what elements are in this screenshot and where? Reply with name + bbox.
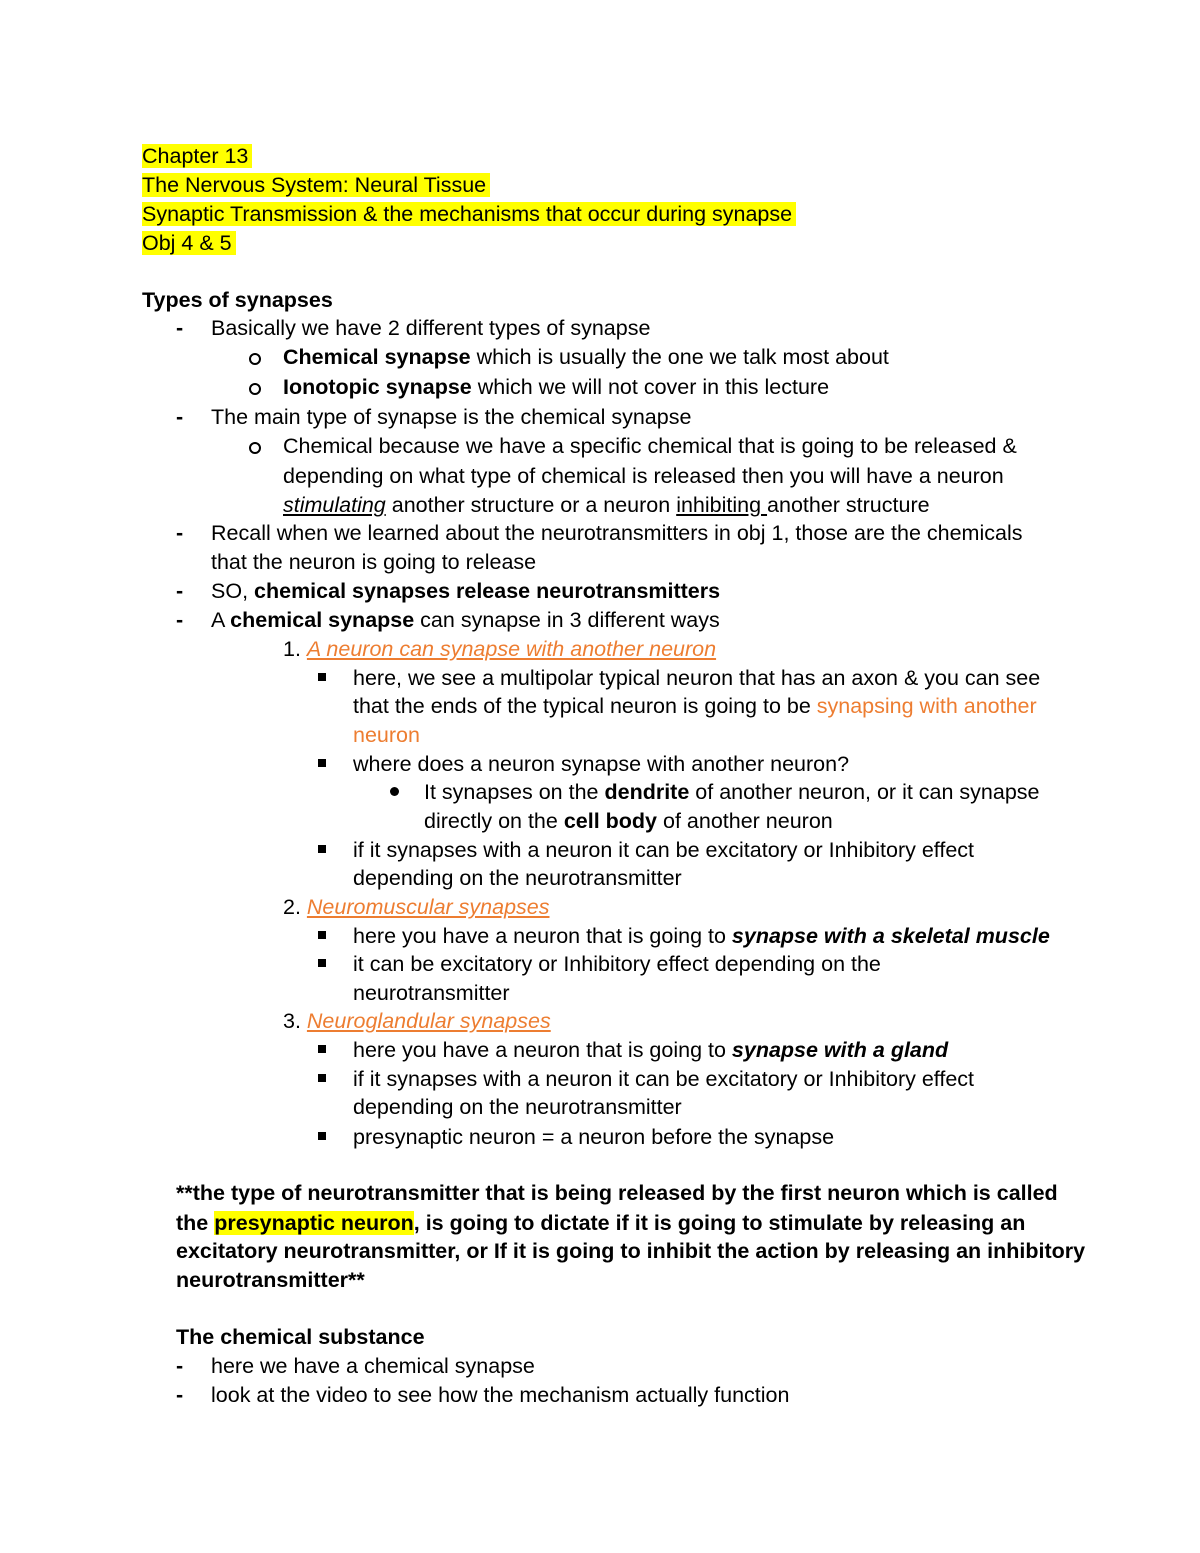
list-item-continued: neurotransmitter <box>353 981 510 1005</box>
list-item: where does a neuron synapse with another neuron? <box>353 752 850 776</box>
chapter-label: Chapter 13 <box>142 142 252 171</box>
list-item: The main type of synapse is the chemical synapse <box>211 405 692 429</box>
list-item: Ionotopic synapse which we will not cover in this lecture <box>283 375 830 399</box>
list-item: Recall when we learned about the neurotransmitters in obj 1, those are the chemicals <box>211 521 1023 545</box>
chapter-subtitle: Synaptic Transmission & the mechanisms that occur during synapse <box>142 200 796 229</box>
note-paragraph-line: **the type of neurotransmitter that is being released by the first neuron which is called <box>176 1181 1058 1205</box>
objective-label: Obj 4 & 5 <box>142 229 236 258</box>
list-item: here you have a neuron that is going to synapse with a gland <box>353 1038 949 1062</box>
square-bullet-icon <box>318 1036 328 1065</box>
dash-bullet: - <box>176 405 184 429</box>
square-bullet-icon <box>318 922 328 951</box>
list-item: Chemical synapse which is usually the one we talk most about <box>283 345 889 369</box>
circle-bullet-icon <box>249 373 261 402</box>
list-item: it can be excitatory or Inhibitory effect depending on the <box>353 952 881 976</box>
note-paragraph-line: neurotransmitter** <box>176 1268 365 1292</box>
list-item: here we have a chemical synapse <box>211 1354 535 1378</box>
numbered-item-3: 3. Neuroglandular synapses <box>283 1009 551 1033</box>
list-item: if it synapses with a neuron it can be excitatory or Inhibitory effect <box>353 1067 975 1091</box>
list-item-continued: that the neuron is going to release <box>211 550 537 574</box>
circle-bullet-icon <box>249 343 261 372</box>
note-paragraph-line: excitatory neurotransmitter, or If it is going to inhibit the action by releasing an inhibitory <box>176 1239 1086 1263</box>
dot-bullet-icon <box>390 778 400 807</box>
list-item: look at the video to see how the mechanism actually function <box>211 1383 790 1407</box>
dash-bullet: - <box>176 1354 184 1378</box>
dash-bullet: - <box>176 1383 184 1407</box>
list-item: if it synapses with a neuron it can be excitatory or Inhibitory effect <box>353 838 975 862</box>
dash-bullet: - <box>176 521 184 545</box>
square-bullet-icon <box>318 1123 328 1152</box>
list-item: It synapses on the dendrite of another neuron, or it can synapse <box>424 780 1040 804</box>
list-item-continued: depending on what type of chemical is released then you will have a neuron <box>283 464 1004 488</box>
circle-bullet-icon <box>249 432 261 461</box>
list-item-continued: directly on the cell body of another neuron <box>424 809 833 833</box>
numbered-item-2: 2. Neuromuscular synapses <box>283 895 550 919</box>
square-bullet-icon <box>318 664 328 693</box>
numbered-item-1: 1. A neuron can synapse with another neuron <box>283 637 717 661</box>
list-item-continued: that the ends of the typical neuron is going to be synapsing with another <box>353 694 1037 718</box>
note-paragraph-line: the presynaptic neuron, is going to dictate if it is going to stimulate by releasing an <box>176 1211 1026 1235</box>
list-item: here you have a neuron that is going to synapse with a skeletal muscle <box>353 924 1050 948</box>
list-item: Chemical because we have a specific chemical that is going to be released & <box>283 434 1017 458</box>
list-item-continued: depending on the neurotransmitter <box>353 866 682 890</box>
list-item-continued: stimulating another structure or a neuron inhibiting another structure <box>283 493 930 517</box>
section-heading-types: Types of synapses <box>142 288 333 312</box>
section-heading-chemical-substance: The chemical substance <box>176 1325 425 1349</box>
list-item-continued: neuron <box>353 723 420 747</box>
square-bullet-icon <box>318 1065 328 1094</box>
list-item: SO, chemical synapses release neurotransmitters <box>211 579 721 603</box>
list-item-continued: depending on the neurotransmitter <box>353 1095 682 1119</box>
dash-bullet: - <box>176 579 184 603</box>
chapter-title: The Nervous System: Neural Tissue <box>142 171 490 200</box>
list-item: A chemical synapse can synapse in 3 different ways <box>211 608 720 632</box>
square-bullet-icon <box>318 750 328 779</box>
square-bullet-icon <box>318 836 328 865</box>
square-bullet-icon <box>318 950 328 979</box>
list-item: here, we see a multipolar typical neuron that has an axon & you can see <box>353 666 1041 690</box>
dash-bullet: - <box>176 316 184 340</box>
dash-bullet: - <box>176 608 184 632</box>
list-item: presynaptic neuron = a neuron before the synapse <box>353 1125 835 1149</box>
list-item: Basically we have 2 different types of synapse <box>211 316 651 340</box>
